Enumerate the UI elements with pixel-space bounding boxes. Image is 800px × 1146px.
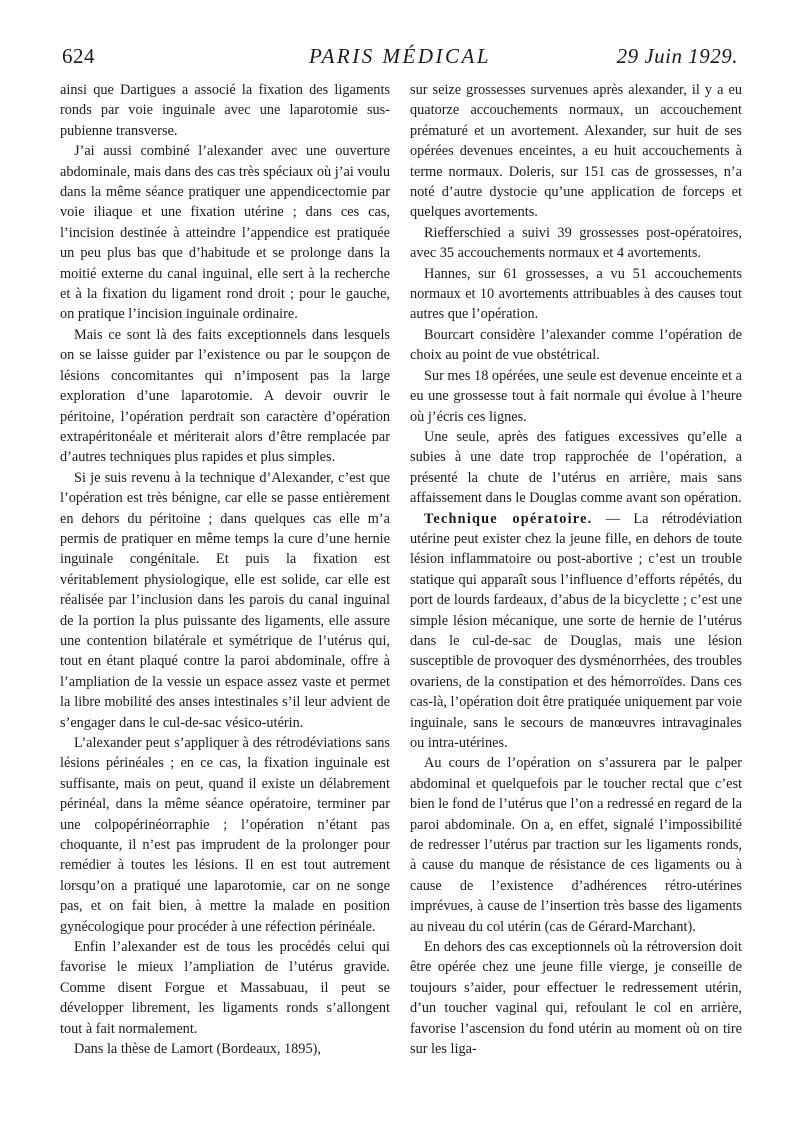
paragraph: Sur mes 18 opérées, une seule est devenue enceinte et a eu une grossesse tout à fait normale qui évolue à l’heure où j’écris ces lignes. [410,367,742,425]
page-number: 624 [62,44,95,68]
section-heading: Technique opératoire. [424,510,593,527]
paragraph: Au cours de l’opération on s’assurera par le palper abdominal et quelquefois par le toucher rectal que c’est bien le fond de l’utérus que l’on a redressé en regard de la paroi abdominale. On a, en effet, signalé l’impossibilité de redresser l’utérus par traction sur les ligaments ronds, à cause du manque de résistance de ces ligaments ou à cause de l’existence d’adhérences rétro-utérines imprévues, à cause de l’insertion très basse des ligaments au niveau du col utérin (cas de Gérard-Marchant). [410,755,742,935]
journal-title: PARIS MÉDICAL [308,44,491,68]
paragraph: Bourcart considère l’alexander comme l’opération de choix au point de vue obstétrical. [410,326,742,364]
paragraph: Dans la thèse de Lamort (Bordeaux, 1895), [74,1041,321,1058]
paragraph: Une seule, après des fatigues excessives qu’elle a subies à une date trop rapprochée de l’opération, a présenté la chute de l’utérus en arrière, mais sans affaissement dans le Douglas comme avant son opération. [410,428,742,507]
paragraph-text: — La rétrodéviation utérine peut exister chez la jeune fille, en dehors de toute lésion inflammatoire ou post-abortive ; c’est un trouble statique qui apparaît sous l’influence d’efforts répétés, du port de lourds fardeaux, d’abus de la bicyclette ; c’est une simple lésion mécanique, une sorte de hernie de l’utérus dans le cul-de-sac de Douglas, mais une lésion susceptible de provoquer des dysménorrhées, des troubles ovariens, de la constipation et des hémorroïdes. Dans ces cas-là, l’opération doit être pratiquée uniquement par voie inguinale, sans le secours de manœuvres intravaginales ou intra-utérines. [410,510,742,751]
issue-date: 29 Juin 1929. [616,44,738,68]
paragraph: ainsi que Dartigues a associé la fixation des ligaments ronds par voie inguinale avec une laparotomie sus-pubienne transverse. [60,82,390,139]
paragraph: En dehors des cas exceptionnels où la rétroversion doit être opérée chez une jeune fille vierge, je conseille de toujours s’aider, pour effectuer le redressement utérin, d’un toucher vaginal qui, refoulant le col en arrière, favorise l’ascension du fond utérin au moment où on tire sur les liga- [410,939,742,1058]
paragraph: Si je suis revenu à la technique d’Alexander, c’est que l’opération est très bénigne, car elle se passe entièrement en dehors du péritoine ; dans quelques cas elle m’a permis de pratiquer en même temps la cure d’une hernie inguinale congénitale. Et puis la fixation est véritablement physiologique, elle est solide, car elle est réalisée par l’inclusion dans les parois du canal inguinal de la portion la plus puissante des ligaments, elle assure une contention bilatérale et symétrique de l’utérus qui, tout en étant plaqué contre la paroi abdominale, offre à l’ampliation de la vessie un espace assez vaste et permet la libre mobilité des anses intestinales s’il leur advient de s’engager dans le cul-de-sac vésico-utérin. [60,469,390,731]
paragraph: Enfin l’alexander est de tous les procédés celui qui favorise le mieux l’ampliation de l’utérus gravide. Comme disent Forgue et Massabuau, il peut se développer librement, les ligaments ronds s’allongent tout à fait normalement. [60,939,390,1037]
paragraph: J’ai aussi combiné l’alexander avec une ouverture abdominale, mais dans des cas très spéciaux où j’ai voulu dans la même séance pratiquer une appendicectomie par voie iliaque et une fixation utérine ; dans ces cas, l’incision destinée à atteindre l’appendice est pratiquée un peu plus bas que d’habitude et se prolonge dans la moitié externe du canal inguinal, elle sert à la recherche et à la fixation du ligament rond droit ; pour le gauche, on pratique l’incision inguinale ordinaire. [60,143,390,323]
paragraph: Mais ce sont là des faits exceptionnels dans lesquels on se laisse guider par l’existence ou par le soupçon de lésions concomitantes qui n’imposent pas la large exploration d’une laparotomie. A devoir ouvrir le péritoine, l’opération perdrait son caractère d’opération extrapéritonéale et mériterait alors d’être remplacée par d’autres techniques plus rapides et plus simples. [60,326,390,466]
paragraph: sur seize grossesses survenues après alexander, il y a eu quatorze accouchements normaux, un accouchement prématuré et un avortement. Alexander, sur huit de ses opérées devenues enceintes, a eu huit accouchements à terme normaux. Doleris, sur 151 cas de grossesses, n’a noté d’autre dystocie qu’une application de forceps et quelques avortements. [410,82,742,221]
paragraph: Riefferschied a suivi 39 grossesses post-opératoires, avec 35 accouchements normaux et 4 avortements. [410,224,742,262]
paragraph: Hannes, sur 61 grossesses, a vu 51 accouchements normaux et 10 avortements attribuables à des causes tout autres que l’opération. [410,265,742,323]
paragraph [410,509,742,754]
right-column [410,80,742,1060]
left-column [60,80,390,1060]
paragraph: L’alexander peut s’appliquer à des rétrodéviations sans lésions périnéales ; en ce cas, la fixation inguinale est suffisante, mais on peut, quand il existe un délabrement périnéal, dans la même séance opératoire, terminer par une colpopérinéorraphie ; l’opération n’étant pas choquante, il n’est pas imprudent de la prolonger pour remédier à toutes les lésions. Il en est tout autrement lorsqu’on a pratiqué une laparotomie, car on ne songe pas, et on fait bien, à mettre la malade en position gynécologique pour procéder à une réfection périnéale. [60,735,390,935]
page-header [62,44,738,74]
